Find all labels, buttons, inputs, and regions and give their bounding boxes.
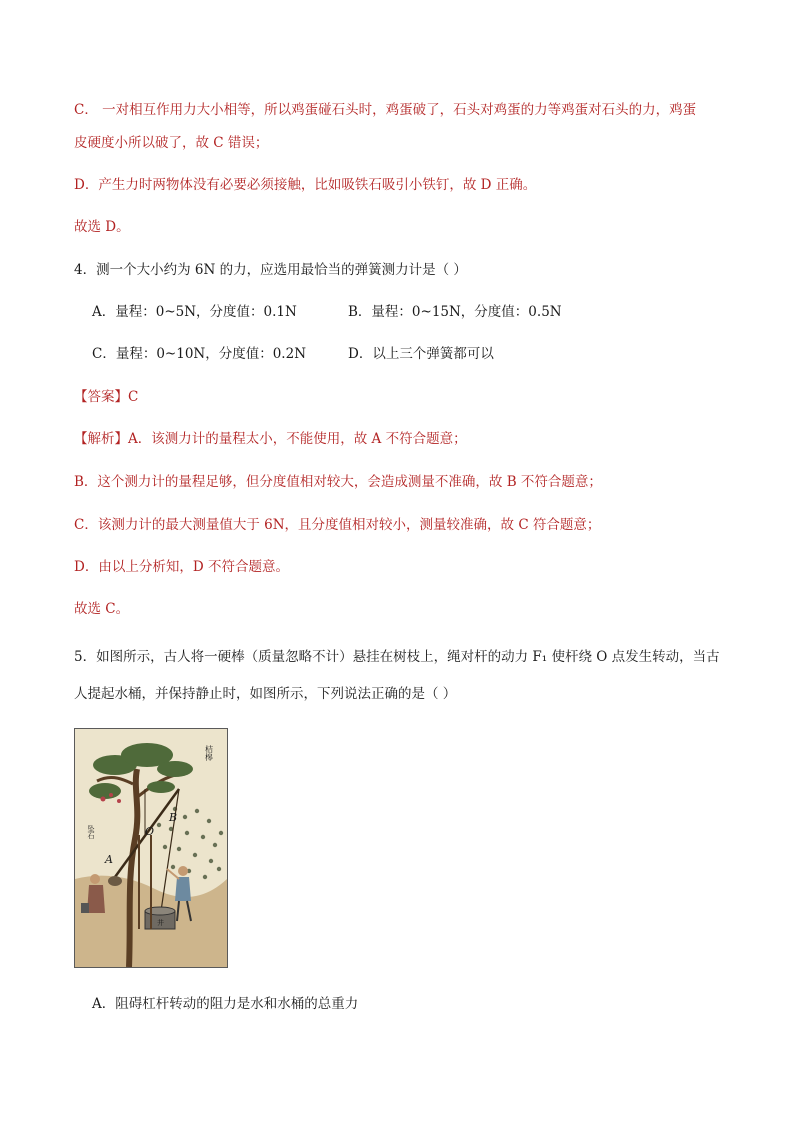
well-label: 井 — [157, 919, 164, 927]
point-o-label: O — [145, 825, 155, 838]
q4-conclusion: 故选 C。 — [74, 601, 130, 617]
counterweight-label: 坠石 — [87, 825, 95, 839]
q4-option-c: C．量程：0~10N，分度值：0.2N — [92, 346, 307, 362]
explanation-c-line2: 皮硬度小所以破了，故 C 错误； — [74, 135, 269, 151]
point-b-label: B — [169, 811, 178, 824]
figure-title: 桔槔 — [204, 745, 214, 761]
point-a-label: A — [105, 853, 113, 866]
explanation-d-line: D．产生力时两物体没有必要必须接触，比如吸铁石吸引小铁钉，故 D 正确。 — [74, 177, 537, 193]
q4-analysis-d: D．由以上分析知，D 不符合题意。 — [74, 559, 289, 575]
q5-stem-line1: 5．如图所示，古人将一硬棒（质量忽略不计）悬挂在树枝上，绳对杆的动力 F₁ 使杆绕 O 点发生转动，当古 — [74, 649, 720, 665]
explanation-conclusion: 故选 D。 — [74, 219, 130, 235]
q4-option-b: B．量程：0~15N，分度值：0.5N — [348, 304, 562, 320]
q4-analysis-a: 【解析】A．该测力计的量程太小，不能使用，故 A 不符合题意； — [74, 431, 467, 447]
q4-option-a: A．量程：0~5N，分度值：0.1N — [92, 304, 297, 320]
q4-answer: 【答案】C — [74, 389, 139, 405]
q5-stem-line2: 人提起水桶，并保持静止时，如图所示，下列说法正确的是（ ） — [74, 686, 457, 702]
well-sweep-illustration — [74, 728, 228, 968]
q4-analysis-b: B．这个测力计的量程足够，但分度值相对较大，会造成测量不准确，故 B 不符合题意； — [74, 474, 602, 490]
explanation-c-line1: C． 一对相互作用力大小相等，所以鸡蛋碰石头时，鸡蛋破了，石头对鸡蛋的力等鸡蛋对石头的力，鸡蛋 — [74, 102, 697, 118]
q5-option-a: A．阻碍杠杆转动的阻力是水和水桶的总重力 — [92, 996, 359, 1012]
q4-option-d: D．以上三个弹簧都可以 — [348, 346, 494, 362]
q4-stem: 4．测一个大小约为 6N 的力，应选用最恰当的弹簧测力计是（ ） — [74, 262, 467, 278]
q4-analysis-c: C．该测力计的最大测量值大于 6N，且分度值相对较小，测量较准确，故 C 符合题意； — [74, 517, 601, 533]
